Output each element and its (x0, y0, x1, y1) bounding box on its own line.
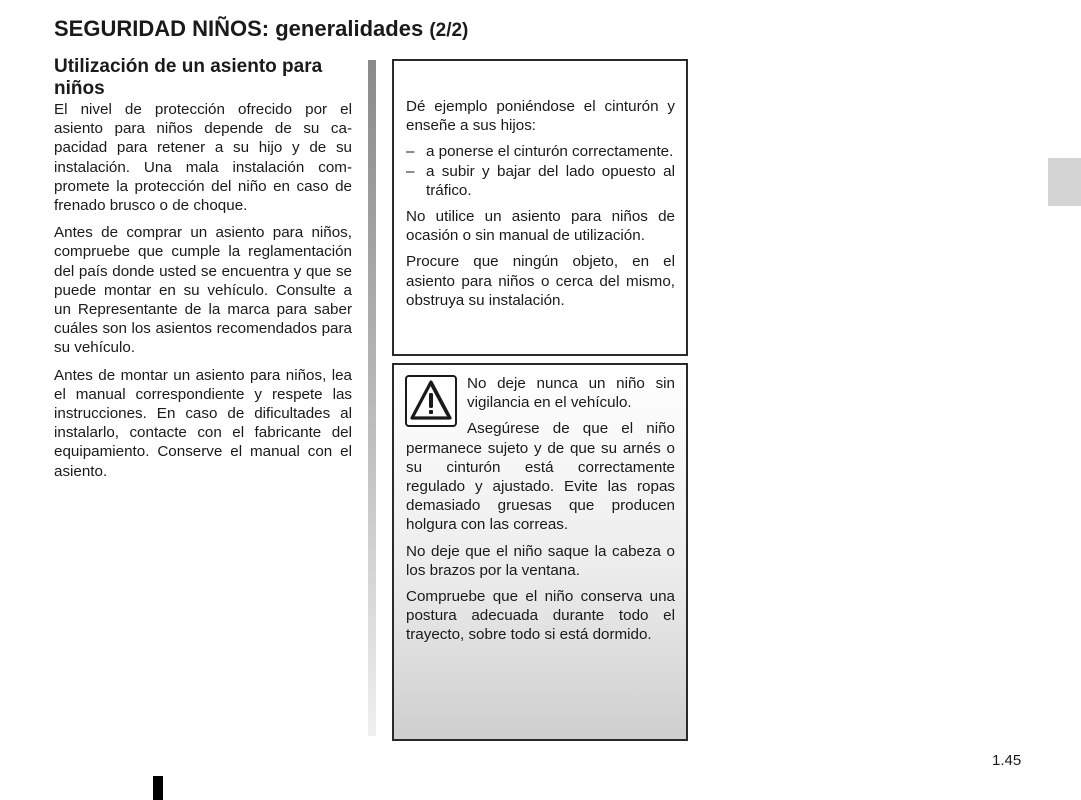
page-title-part: (2/2) (429, 20, 469, 41)
info-bullet-item (406, 142, 675, 161)
crop-mark (153, 776, 163, 800)
bullet-dash: – (406, 143, 415, 161)
body-paragraph-3: Antes de montar un asiento para niños, lea el manual correspondiente y respete las instrucciones. En caso de dificultades al instalarlo, contacte con el fabricante del equipamiento. Conserve el manual con el asiento. (54, 366, 352, 480)
body-paragraph-2: Antes de comprar un asiento para niños, compruebe que cumple la reglamentación del país donde usted se encuentra y que se puede montar en su vehículo. Consulte a un Representante de la marca para saber cuáles son los asientos recomendados para su vehículo. (54, 224, 352, 357)
warning-box-content (406, 374, 675, 652)
warning-paragraph-2: Asegúrese de que el niño permanece sujeto y de que su arnés o su cinturón está correctamente regulado y ajustado. Evite las ropas demasiado gruesas que producen holgura con las correas. (406, 420, 675, 534)
bullet-dash: – (406, 162, 415, 180)
info-paragraph-1: No utilice un asiento para niños de ocasión o sin manual de utilización. (406, 208, 675, 245)
warning-triangle-icon (405, 375, 457, 427)
bullet-text: a subir y bajar del lado opuesto al tráfico. (426, 162, 675, 199)
chapter-tab-marker (1048, 158, 1081, 206)
warning-box (392, 363, 688, 741)
info-intro: Dé ejemplo poniéndose el cinturón y enseñe a sus hijos: (406, 98, 675, 135)
column-side-bar (368, 60, 376, 736)
info-box (392, 59, 688, 356)
info-paragraph-2: Procure que ningún objeto, en el asiento para niños o cerca del mismo, obstruya su instalación. (406, 253, 675, 309)
page-title (54, 16, 468, 42)
section-heading: Utilización de un asiento para niños (54, 56, 323, 99)
warning-paragraph-3: No deje que el niño saque la cabeza o los brazos por la ventana. (406, 542, 675, 579)
warning-paragraph-1: No deje nunca un niño sin vigilancia en el vehículo. (467, 375, 675, 412)
bullet-text: a ponerse el cinturón correctamente. (426, 143, 674, 161)
info-box-content (406, 97, 675, 317)
info-bullet-item (406, 162, 675, 200)
body-paragraph-1: El nivel de protección ofrecido por el asiento para niños depende de su capacidad para retener a su hijo y de su instalación. Una mala instalación compromete la protección del niño en caso de frenado brusco o de choque. (54, 101, 352, 215)
left-column (54, 56, 352, 489)
info-bullet-list (406, 142, 675, 200)
warning-paragraph-4: Compruebe que el niño conserva una postura adecuada durante todo el trayecto, sobre todo si está dormido. (406, 588, 675, 644)
page-title-main: SEGURIDAD NIÑOS: generalidades (54, 16, 424, 41)
page-number: 1.45 (992, 752, 1022, 769)
